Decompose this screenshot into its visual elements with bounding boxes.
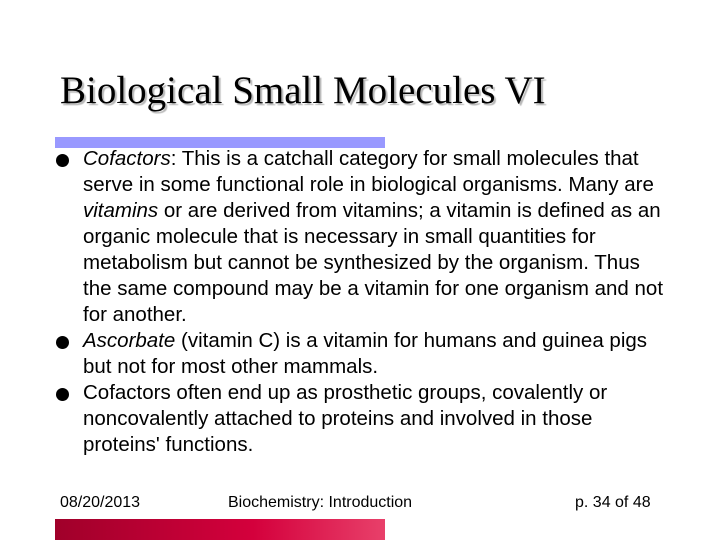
bullet-text — [83, 329, 647, 378]
footer-course-title: Biochemistry: Introduction — [228, 494, 413, 511]
bottom-accent-bar — [55, 519, 385, 540]
bullet-segment: : This is a catchall category for small molecules that serve in some functional role in biological organisms. Many are — [83, 147, 654, 196]
bullet-dot-icon — [56, 154, 69, 167]
bullet-segment-italic: vitamins — [83, 199, 159, 222]
bullet-segment: Cofactors often end up as prosthetic groups, covalently or noncovalently attached to proteins and involved in those proteins' functions. — [83, 381, 608, 456]
bullet-item — [56, 146, 666, 328]
bullet-segment-italic: Ascorbate — [83, 329, 176, 352]
slide-title: Biological Small Molecules VI — [60, 69, 546, 112]
bullet-item — [56, 328, 666, 380]
bullet-text — [83, 147, 663, 326]
bullet-list — [56, 146, 666, 458]
footer-date: 08/20/2013 — [60, 494, 141, 511]
bullet-dot-icon — [56, 336, 69, 349]
bullet-item — [56, 380, 666, 458]
bullet-segment-italic: Cofactors — [83, 147, 171, 170]
bullet-dot-icon — [56, 388, 69, 401]
bullet-segment: or are derived from vitamins; a vitamin is defined as an organic molecule that is necessary in small quantities for metabolism but cannot be synthesized by the organism. Thus the same compound may be a vitamin for one organism and not for another. — [83, 199, 664, 326]
bullet-segment: (vitamin C) is a vitamin for humans and guinea pigs but not for most other mammals. — [83, 329, 648, 378]
bullet-text — [83, 381, 607, 456]
footer-page-number: p. 34 of 48 — [575, 494, 651, 511]
